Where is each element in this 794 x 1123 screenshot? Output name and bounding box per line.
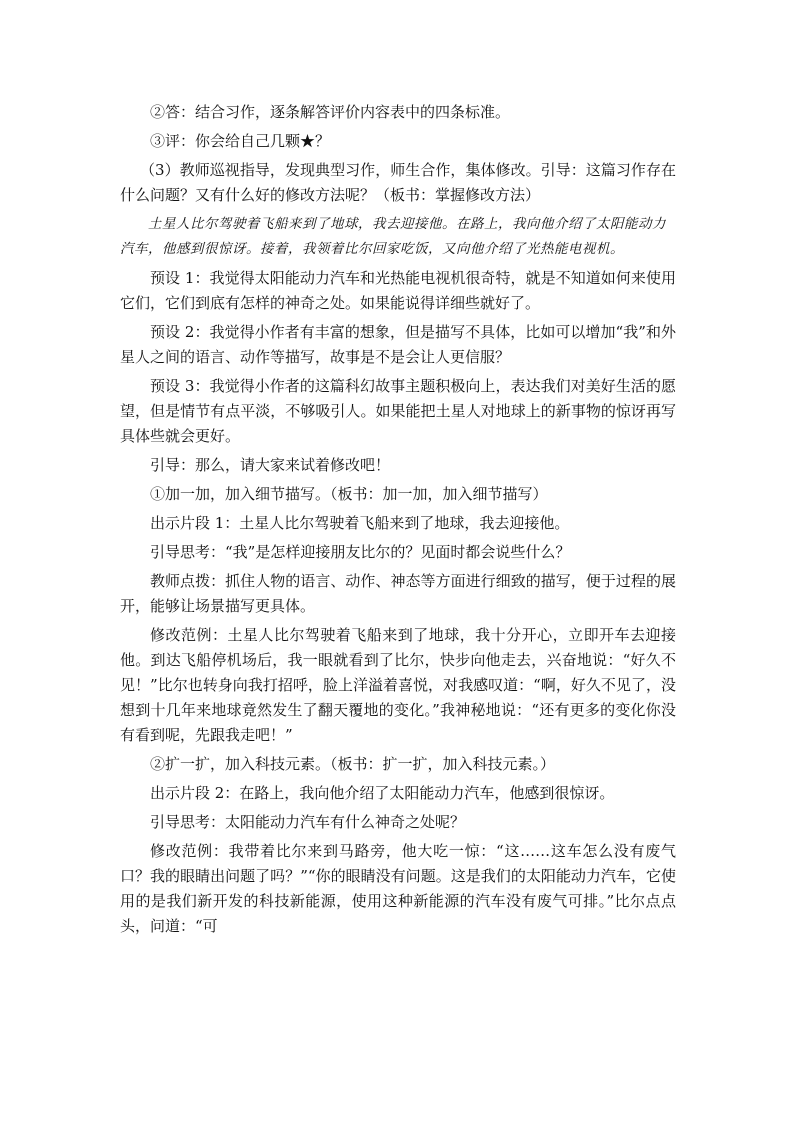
guidance-try: 引导：那么，请大家来试着修改吧！ (150, 456, 391, 474)
teacher-tip: 教师点拨：抓住人物的语言、动作、神态等方面进行细致的描写，便于过程的展开，能够让场景描写更具体。 (120, 572, 676, 615)
step-evaluate: ③评：你会给自己几颗★？ (150, 132, 331, 150)
method-expand-tech: ②扩一扩，加入科技元素。（板书：扩一扩，加入科技元素。） (150, 755, 556, 773)
fragment-2: 出示片段 2：在路上，我向他介绍了太阳能动力汽车，他感到很惊讶。 (150, 784, 615, 802)
revision-example-1: 修改范例：土星人比尔驾驶着飞船来到了地球，我十分开心，立即开车去迎接他。到达飞船停机场后，我一眼就看到了比尔，快步向他走去，兴奋地说：“好久不见！”比尔也转身向我打招呼，脸上洋溢着喜悦，对我感叹道：“啊，好久不见了，没想到十几年来地球竟然发生了翻天覆地的变化。”我神秘地说：“还有更多的变化你没有看到呢，先跟我走吧！” (120, 626, 676, 744)
sample-essay-excerpt: 土星人比尔驾驶着飞船来到了地球，我去迎接他。在路上，我向他介绍了太阳能动力汽车，他感到很惊讶。接着，我领着比尔回家吃饭，又向他介绍了光热能电视机。 (120, 216, 666, 257)
step-answer: ②答：结合习作，逐条解答评价内容表中的四条标准。 (150, 103, 511, 121)
document-body (120, 100, 676, 943)
method-add-details: ①加一加，加入细节描写。（板书：加一加，加入细节描写） (150, 485, 548, 503)
preset-1: 预设 1：我觉得太阳能动力汽车和光热能电视机很奇特，就是不知道如何来使用它们，它们到底有怎样的神奇之处。如果能说得详细些就好了。 (120, 269, 676, 312)
preset-3: 预设 3：我觉得小作者的这篇科幻故事主题积极向上，表达我们对美好生活的愿望，但是情节有点平淡，不够吸引人。如果能把土星人对地球上的新事物的惊讶再写具体些就会更好。 (120, 377, 676, 445)
step-3-guidance: （3）教师巡视指导，发现典型习作，师生合作，集体修改。引导：这篇习作存在什么问题？又有什么好的修改方法呢？（板书：掌握修改方法） (120, 161, 676, 204)
preset-2: 预设 2：我觉得小作者有丰富的想象，但是描写不具体，比如可以增加“我”和外星人之间的语言、动作等描写，故事是不是会让人更信服？ (120, 323, 676, 366)
think-question-1: 引导思考：“我”是怎样迎接朋友比尔的？见面时都会说些什么？ (150, 543, 571, 561)
revision-example-2: 修改范例：我带着比尔来到马路旁，他大吃一惊：“这……这车怎么没有废气口？我的眼睛出问题了吗？”“你的眼睛没有问题。这是我们的太阳能动力汽车，它使用的是我们新开发的科技新能源，使用这种新能源的汽车没有废气可排。”比尔点点头，问道：“可 (120, 842, 676, 935)
fragment-1: 出示片段 1：土星人比尔驾驶着飞船来到了地球，我去迎接他。 (150, 514, 570, 532)
think-question-2: 引导思考：太阳能动力汽车有什么神奇之处呢？ (150, 813, 466, 831)
